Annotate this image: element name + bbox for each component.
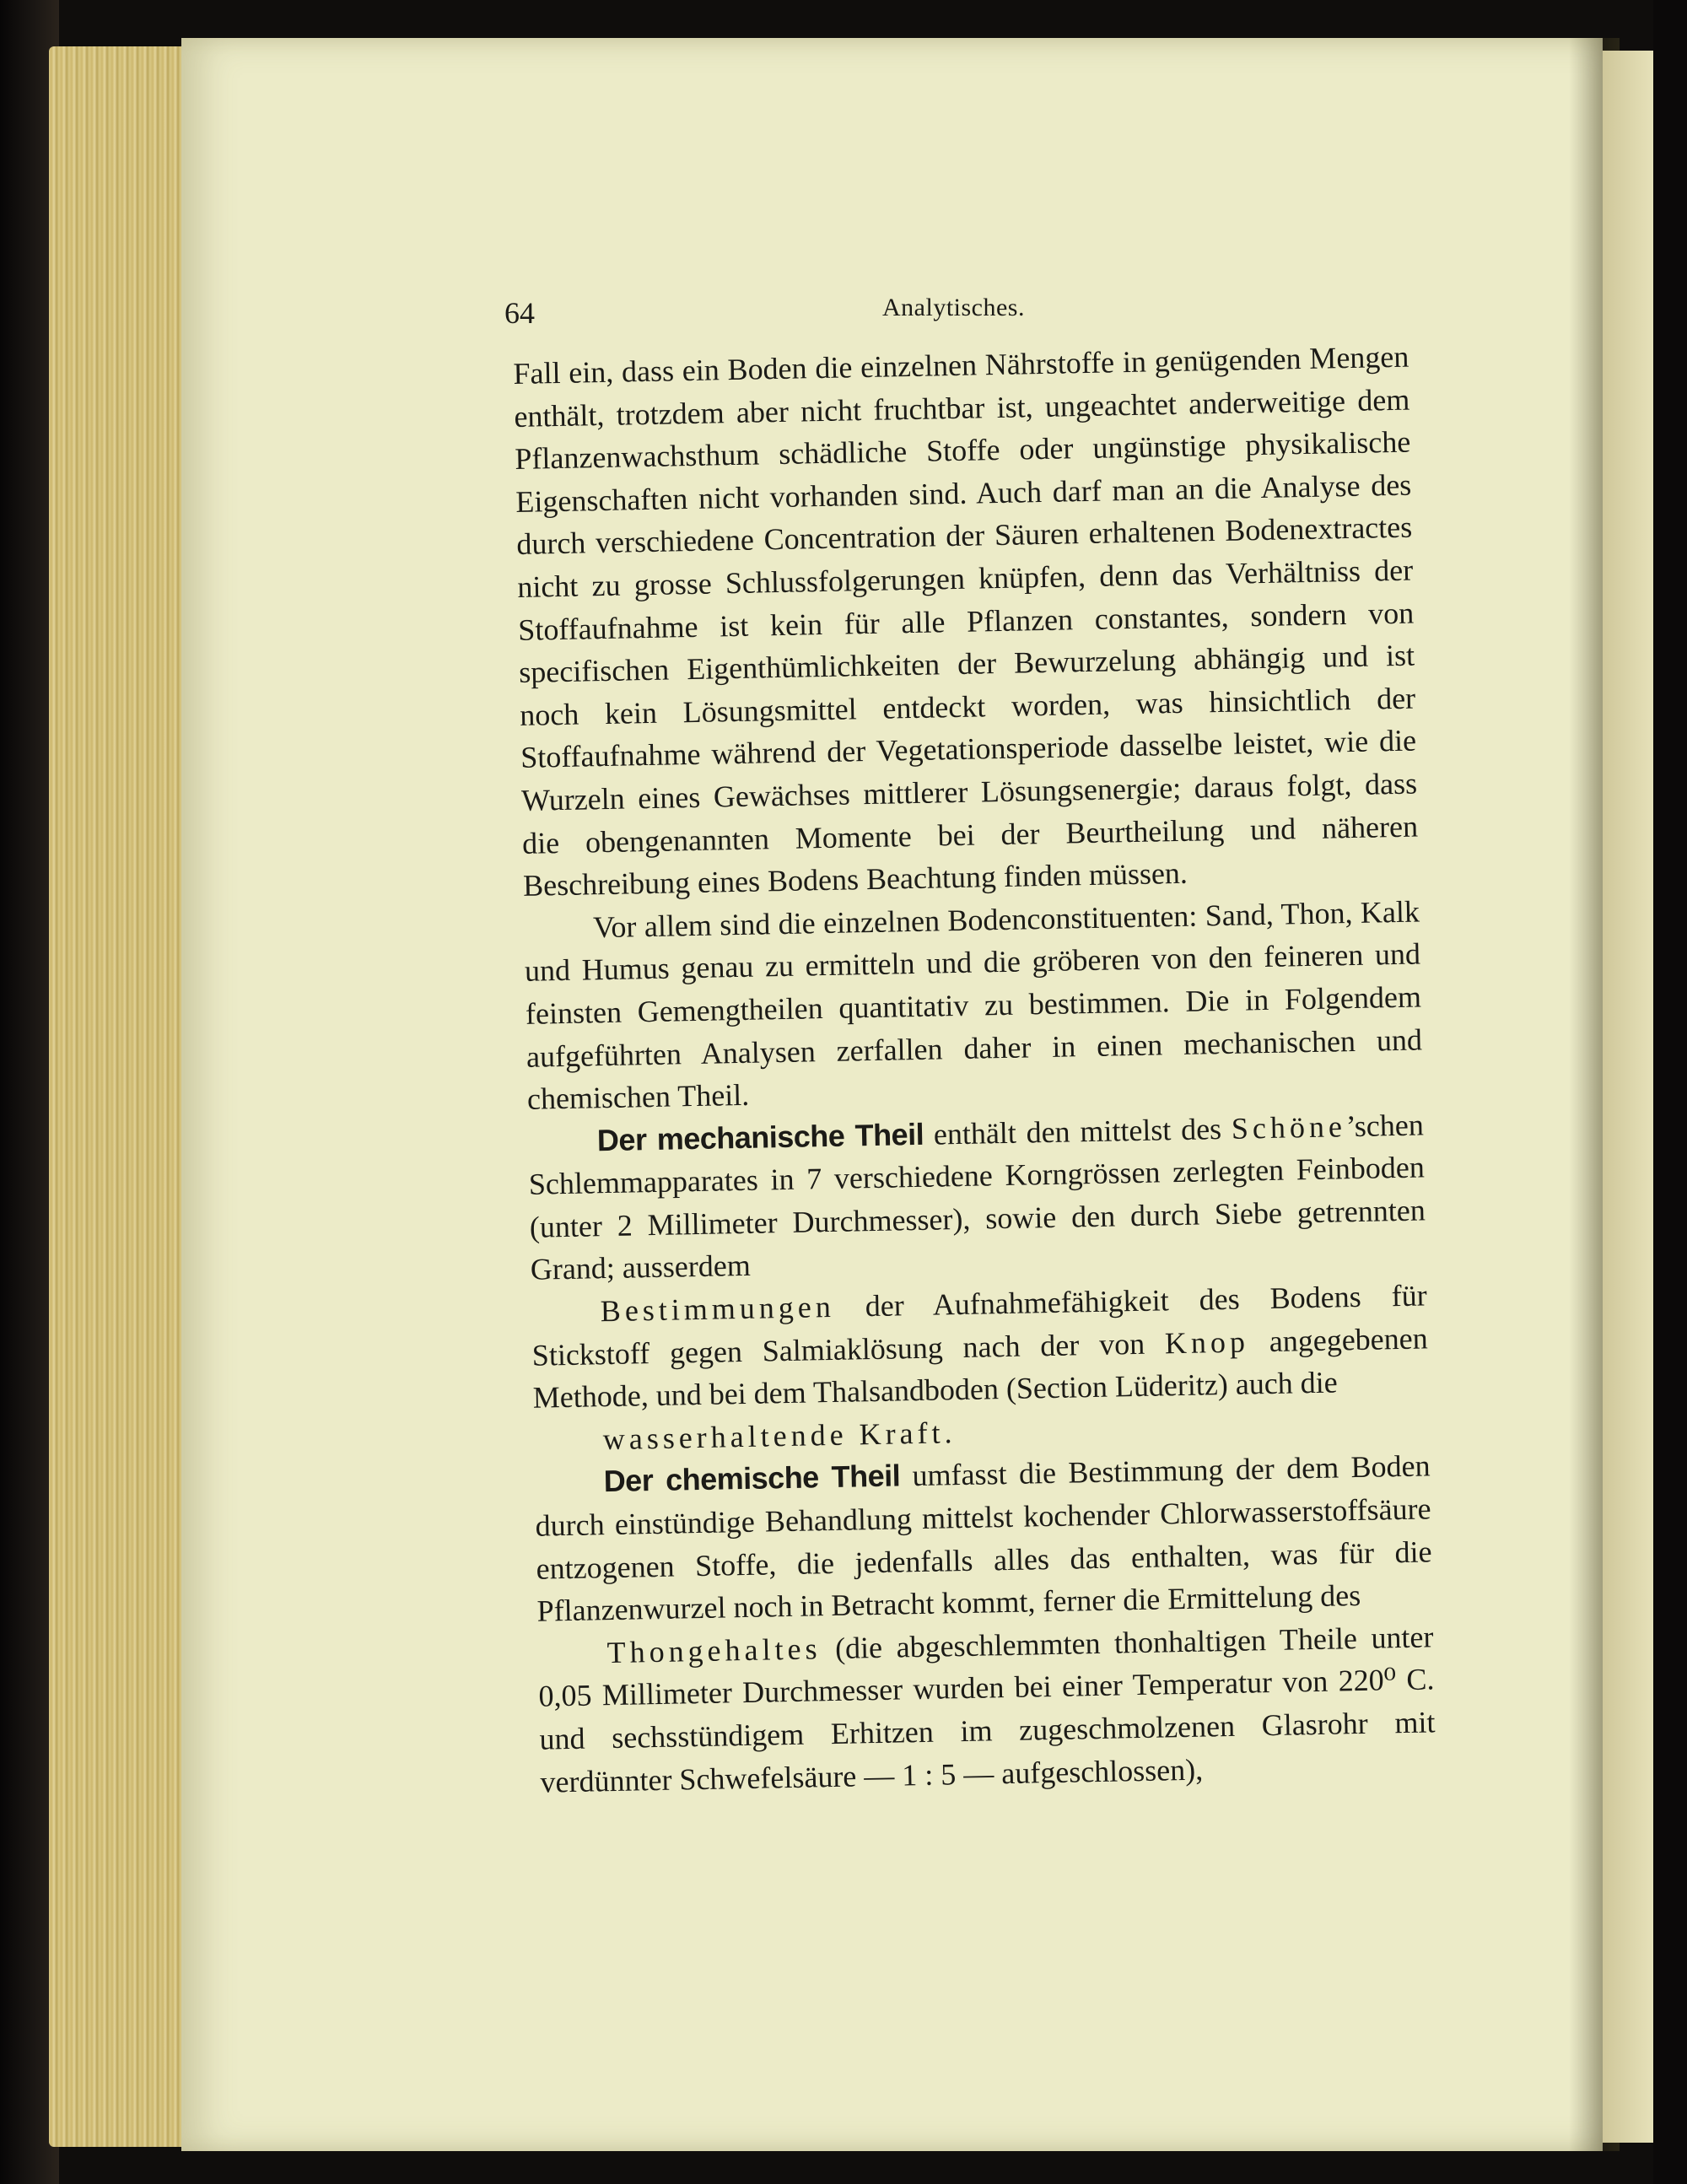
term-bestimmungen: Bestimmungen [600, 1289, 836, 1329]
paragraph-2: Vor allem sind die einzelnen Bodenconstituenten: Sand, Thon, Kalk und Humus genau zu ermitteln und die gröberen von den feineren und feinsten Gemengtheilen quantitativ zu bestimmen. Die in Folgendem aufgeführten Analysen zerfallen daher in einen mechanischen und chemischen Theil. [524, 894, 1423, 1116]
term-thongehaltes: Thongehaltes [606, 1631, 822, 1669]
paragraph-1: Fall ein, dass ein Boden die einzelnen Nährstoffe in genügenden Mengen enthält, trotzdem aber nicht fruchtbar ist, ungeachtet anderweitige dem Pflanzenwachsthum schädliche Stoffe oder ungünstige physikalische Eigenschaften nicht vorhanden sind. Auch darf man an die Analyse des durch verschiedene Concentration der Säuren erhaltenen Bodenextractes nicht zu grosse Schlussfolgerungen knüpfen, denn das Verhältniss der Stoffaufnahme ist kein für alle Pflanzen constantes, sondern von specifischen Eigenthümlichkeiten der Bewurzelung abhängig und ist noch kein Lösungsmittel entdeckt worden, was hinsichtlich der Stoffaufnahme während der Vegetationsperiode dasselbe leistet, wie die Wurzeln eines Gewächses mittlerer Lösungsenergie; daraus folgt, dass die obengenannten Momente bei der Beurtheilung und näheren Beschreibung eines Bodens Beachtung finden müssen. [513, 339, 1419, 903]
paragraph-3-text-a: enthält den mittelst des [923, 1111, 1232, 1151]
name-knop: Knop [1164, 1324, 1250, 1361]
book-cover-right [1653, 0, 1687, 2184]
next-page-edge [1603, 51, 1653, 2143]
running-head: Analytisches. [882, 294, 1025, 321]
page-edges [49, 46, 192, 2147]
paragraph-4-text-b: angegebenen Methode, und bei dem Thalsandboden (Section Lüderitz) auch die [532, 1321, 1429, 1416]
paragraph-6-text: umfasst die Bestimmung der dem Boden durch einstündige Behandlung mittelst kochender Chlorwasserstoffsäure entzogenen Stoffe, die jedenfalls alles das enthalten, was für die Pflanzenwurzel noch in Betracht kommt, ferner die Ermittelung des [535, 1448, 1432, 1628]
paragraph-3 [527, 1103, 1426, 1292]
paragraph-4 [531, 1274, 1429, 1419]
section-heading-mechanical: Der mechanische Theil [596, 1116, 924, 1157]
paragraph-6 [534, 1445, 1433, 1633]
paragraph-7 [537, 1615, 1436, 1804]
page-body [513, 336, 1436, 1804]
paragraph-7-text: (die abgeschlemmten thonhaltigen Theile unter 0,05 Millimeter Durchmesser wurden bei einer Temperatur von 220⁰ C. und sechsstündigem Erhitzen im zugeschmolzenen Glasrohr mit verdünnter Schwefelsäure — 1 : 5 — aufgeschlossen), [538, 1620, 1436, 1799]
paragraph-3-text-b: ’schen Schlemmapparates in 7 verschiedene Korngrössen zerlegten Feinboden (unter 2 Millimeter Durchmesser), sowie den durch Siebe getrennten Grand; ausserdem [528, 1108, 1426, 1287]
section-heading-chemical: Der chemische Theil [603, 1458, 901, 1499]
name-schoene: Schöne [1231, 1108, 1347, 1146]
page-number: 64 [504, 296, 535, 330]
paragraph-5: wasserhaltende Kraft. [602, 1415, 957, 1457]
paragraph-4-text-a: der Aufnahmefähigkeit des Bodens für Stickstoff gegen Salmiaklösung nach der von [531, 1278, 1428, 1372]
